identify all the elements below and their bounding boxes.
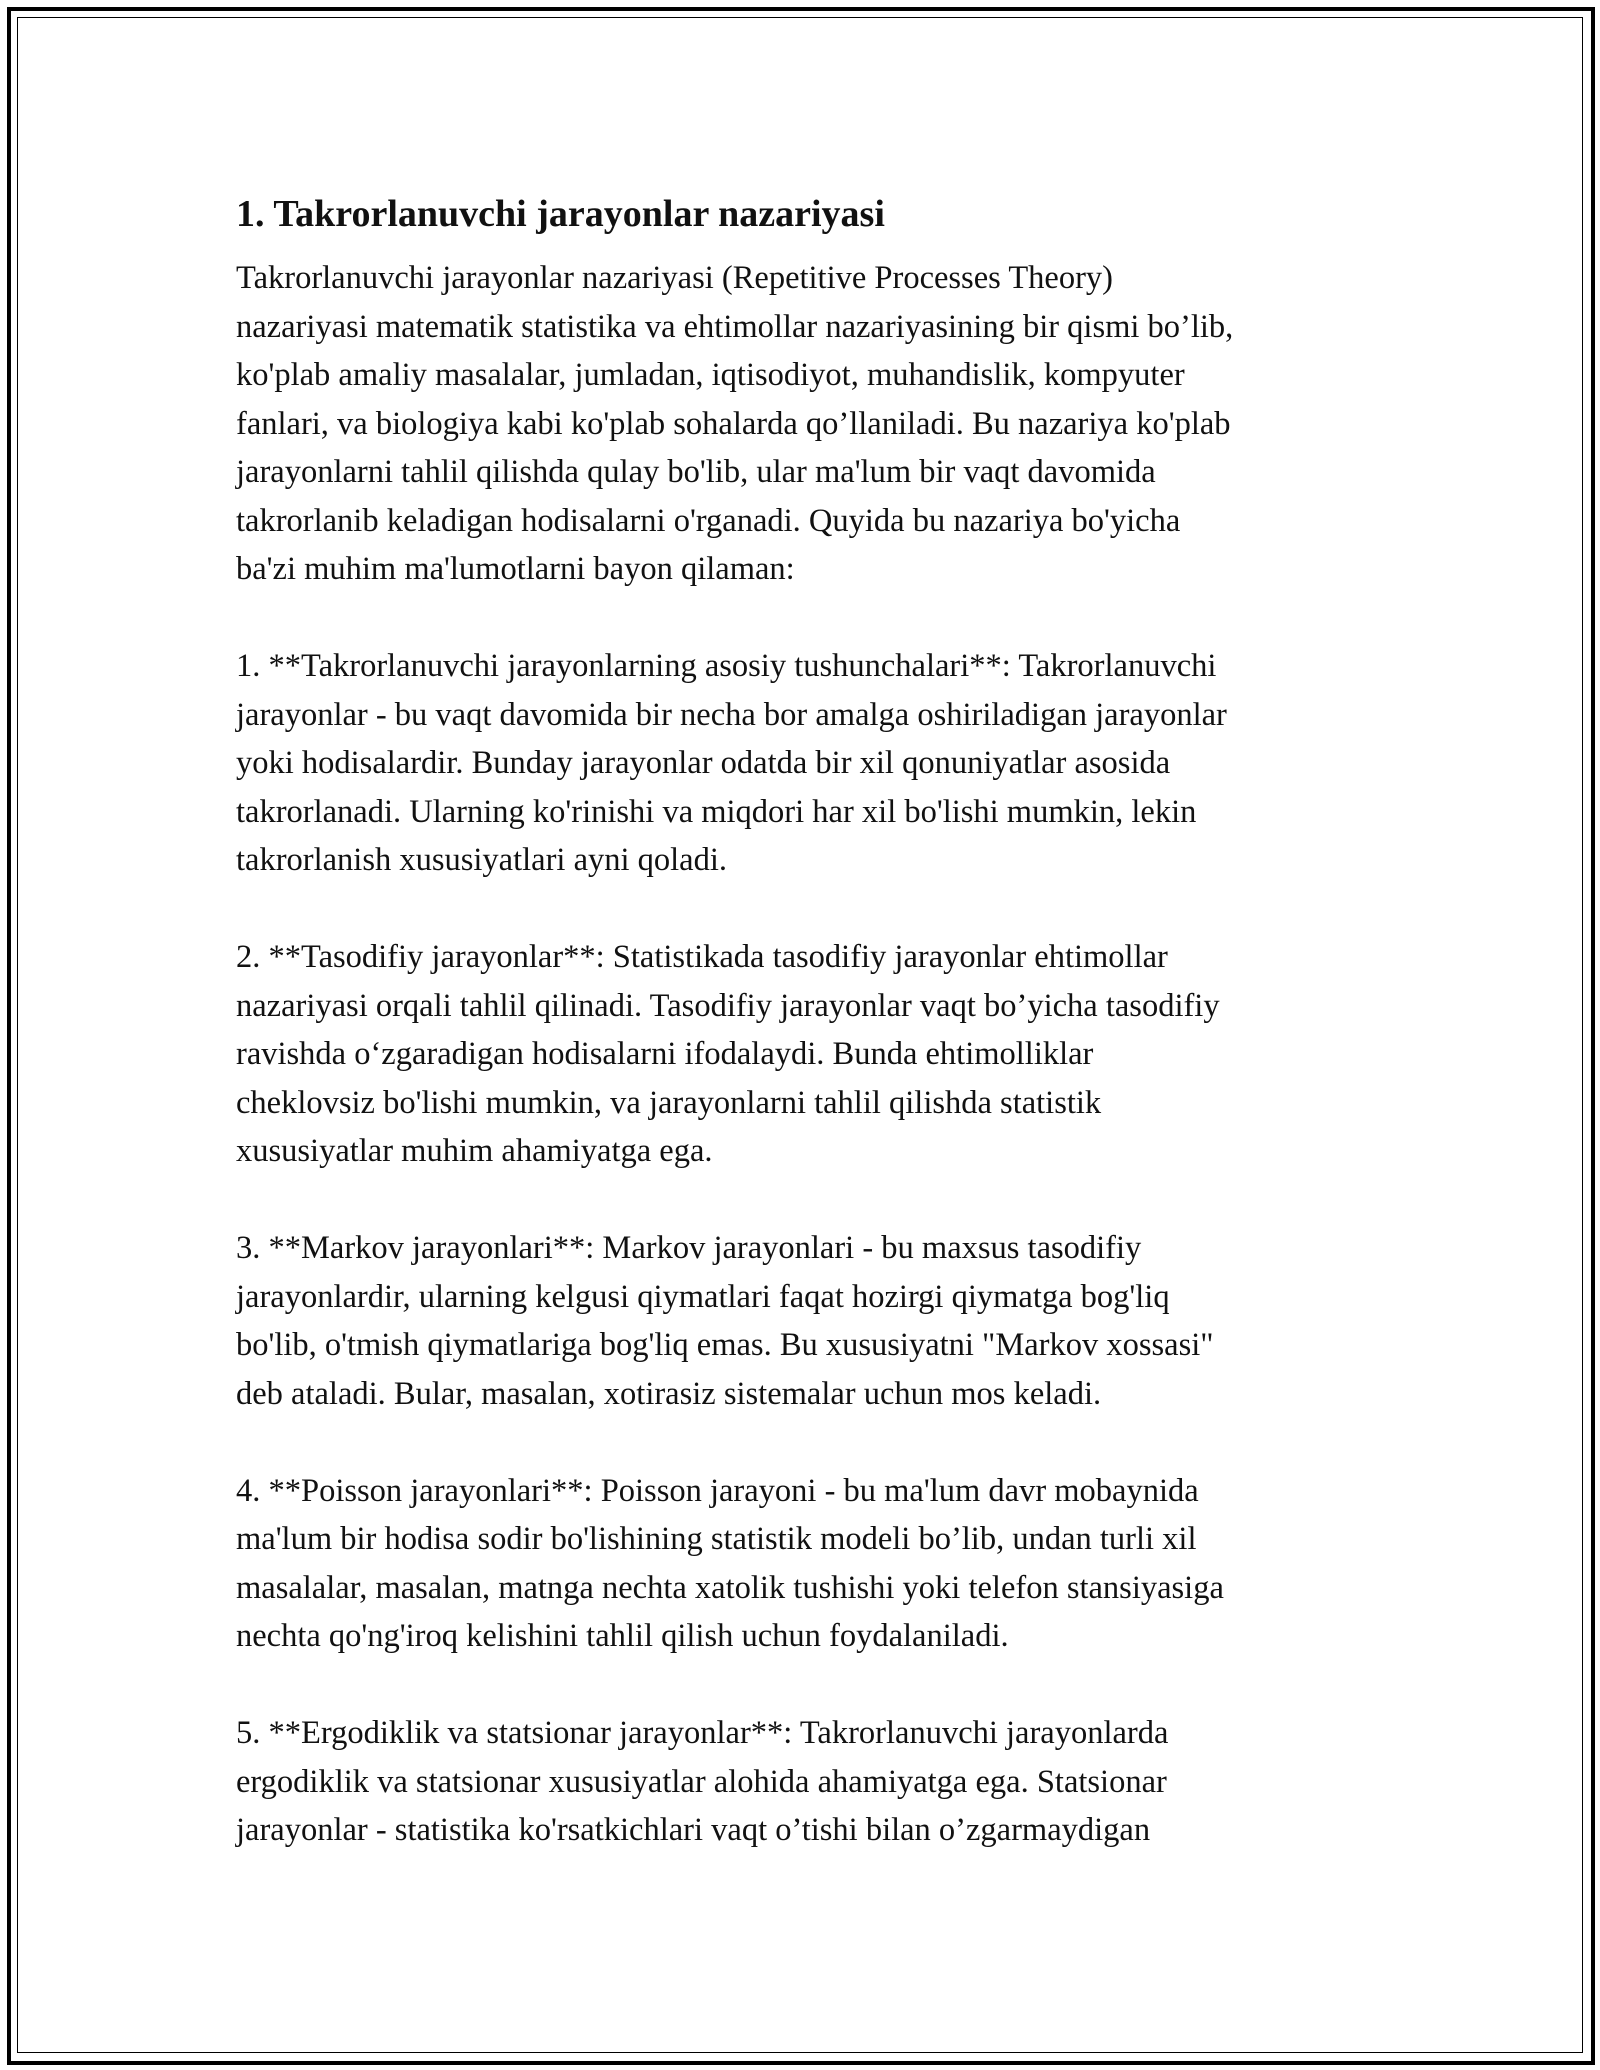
paragraph-item-5: 5. **Ergodiklik va statsionar jarayonlar**: Takrorlanuvchi jarayonlarda ergodiklik va statsionar xususiyatlar alohida ahamiyatga ega. Statsionar jarayonlar - statistika ko'rsatkichlari vaqt o’tishi bilan o’zgarmaydigan <box>236 1715 1169 1848</box>
intro-paragraph: Takrorlanuvchi jarayonlar nazariyasi (Repetitive Processes Theory) nazariyasi matematik statistika va ehtimollar nazariyasining bir qismi bo’lib, ko'plab amaliy masalalar, jumladan, iqtisodiyot, muhandislik, kompyuter fanlari, va biologiya kabi ko'plab sohalarda qo’llaniladi. Bu nazariya ko'plab jarayonlarni tahlil qilishda qulay bo'lib, ular ma'lum bir vaqt davomida takrorlanib keladigan hodisalarni o'rganadi. Quyida bu nazariya bo'yicha ba'zi muhim ma'lumotlarni bayon qilaman: <box>236 260 1234 587</box>
paragraph-item-2: 2. **Tasodifiy jarayonlar**: Statistikada tasodifiy jarayonlar ehtimollar nazariyasi orqali tahlil qilinadi. Tasodifiy jarayonlar vaqt bo’yicha tasodifiy ravishda o‘zgaradigan hodisalarni ifodalaydi. Bunda ehtimolliklar cheklovsiz bo'lishi mumkin, va jarayonlarni tahlil qilishda statistik xususiyatlar muhim ahamiyatga ega. <box>236 939 1220 1169</box>
paragraph-item-4: 4. **Poisson jarayonlari**: Poisson jarayoni - bu ma'lum davr mobaynida ma'lum bir hodisa sodir bo'lishining statistik modeli bo’lib, undan turli xil masalalar, masalan, matnga nechta xatolik tushishi yoki telefon stansiyasiga nechta qo'ng'iroq kelishini tahlil qilish uchun foydalaniladi. <box>236 1472 1224 1654</box>
section-heading: 1. Takrorlanuvchi jarayonlar nazariyasi <box>236 193 885 235</box>
paragraph-item-3: 3. **Markov jarayonlari**: Markov jarayonlari - bu maxsus tasodifiy jarayonlardir, ularning kelgusi qiymatlari faqat hozirgi qiymatga bog'liq bo'lib, o'tmish qiymatlariga bog'liq emas. Bu xususiyatni "Markov xossasi" deb ataladi. Bular, masalan, xotirasiz sistemalar uchun mos keladi. <box>236 1230 1214 1412</box>
paragraph-item-1: 1. **Takrorlanuvchi jarayonlarning asosiy tushunchalari**: Takrorlanuvchi jarayonlar - bu vaqt davomida bir necha bor amalga oshiriladigan jarayonlar yoki hodisalardir. Bunday jarayonlar odatda bir xil qonuniyatlar asosida takrorlanadi. Ularning ko'rinishi va miqdori har xil bo'lishi mumkin, lekin takrorlanish xususiyatlari ayni qoladi. <box>236 648 1227 878</box>
document-body <box>236 186 1376 1903</box>
